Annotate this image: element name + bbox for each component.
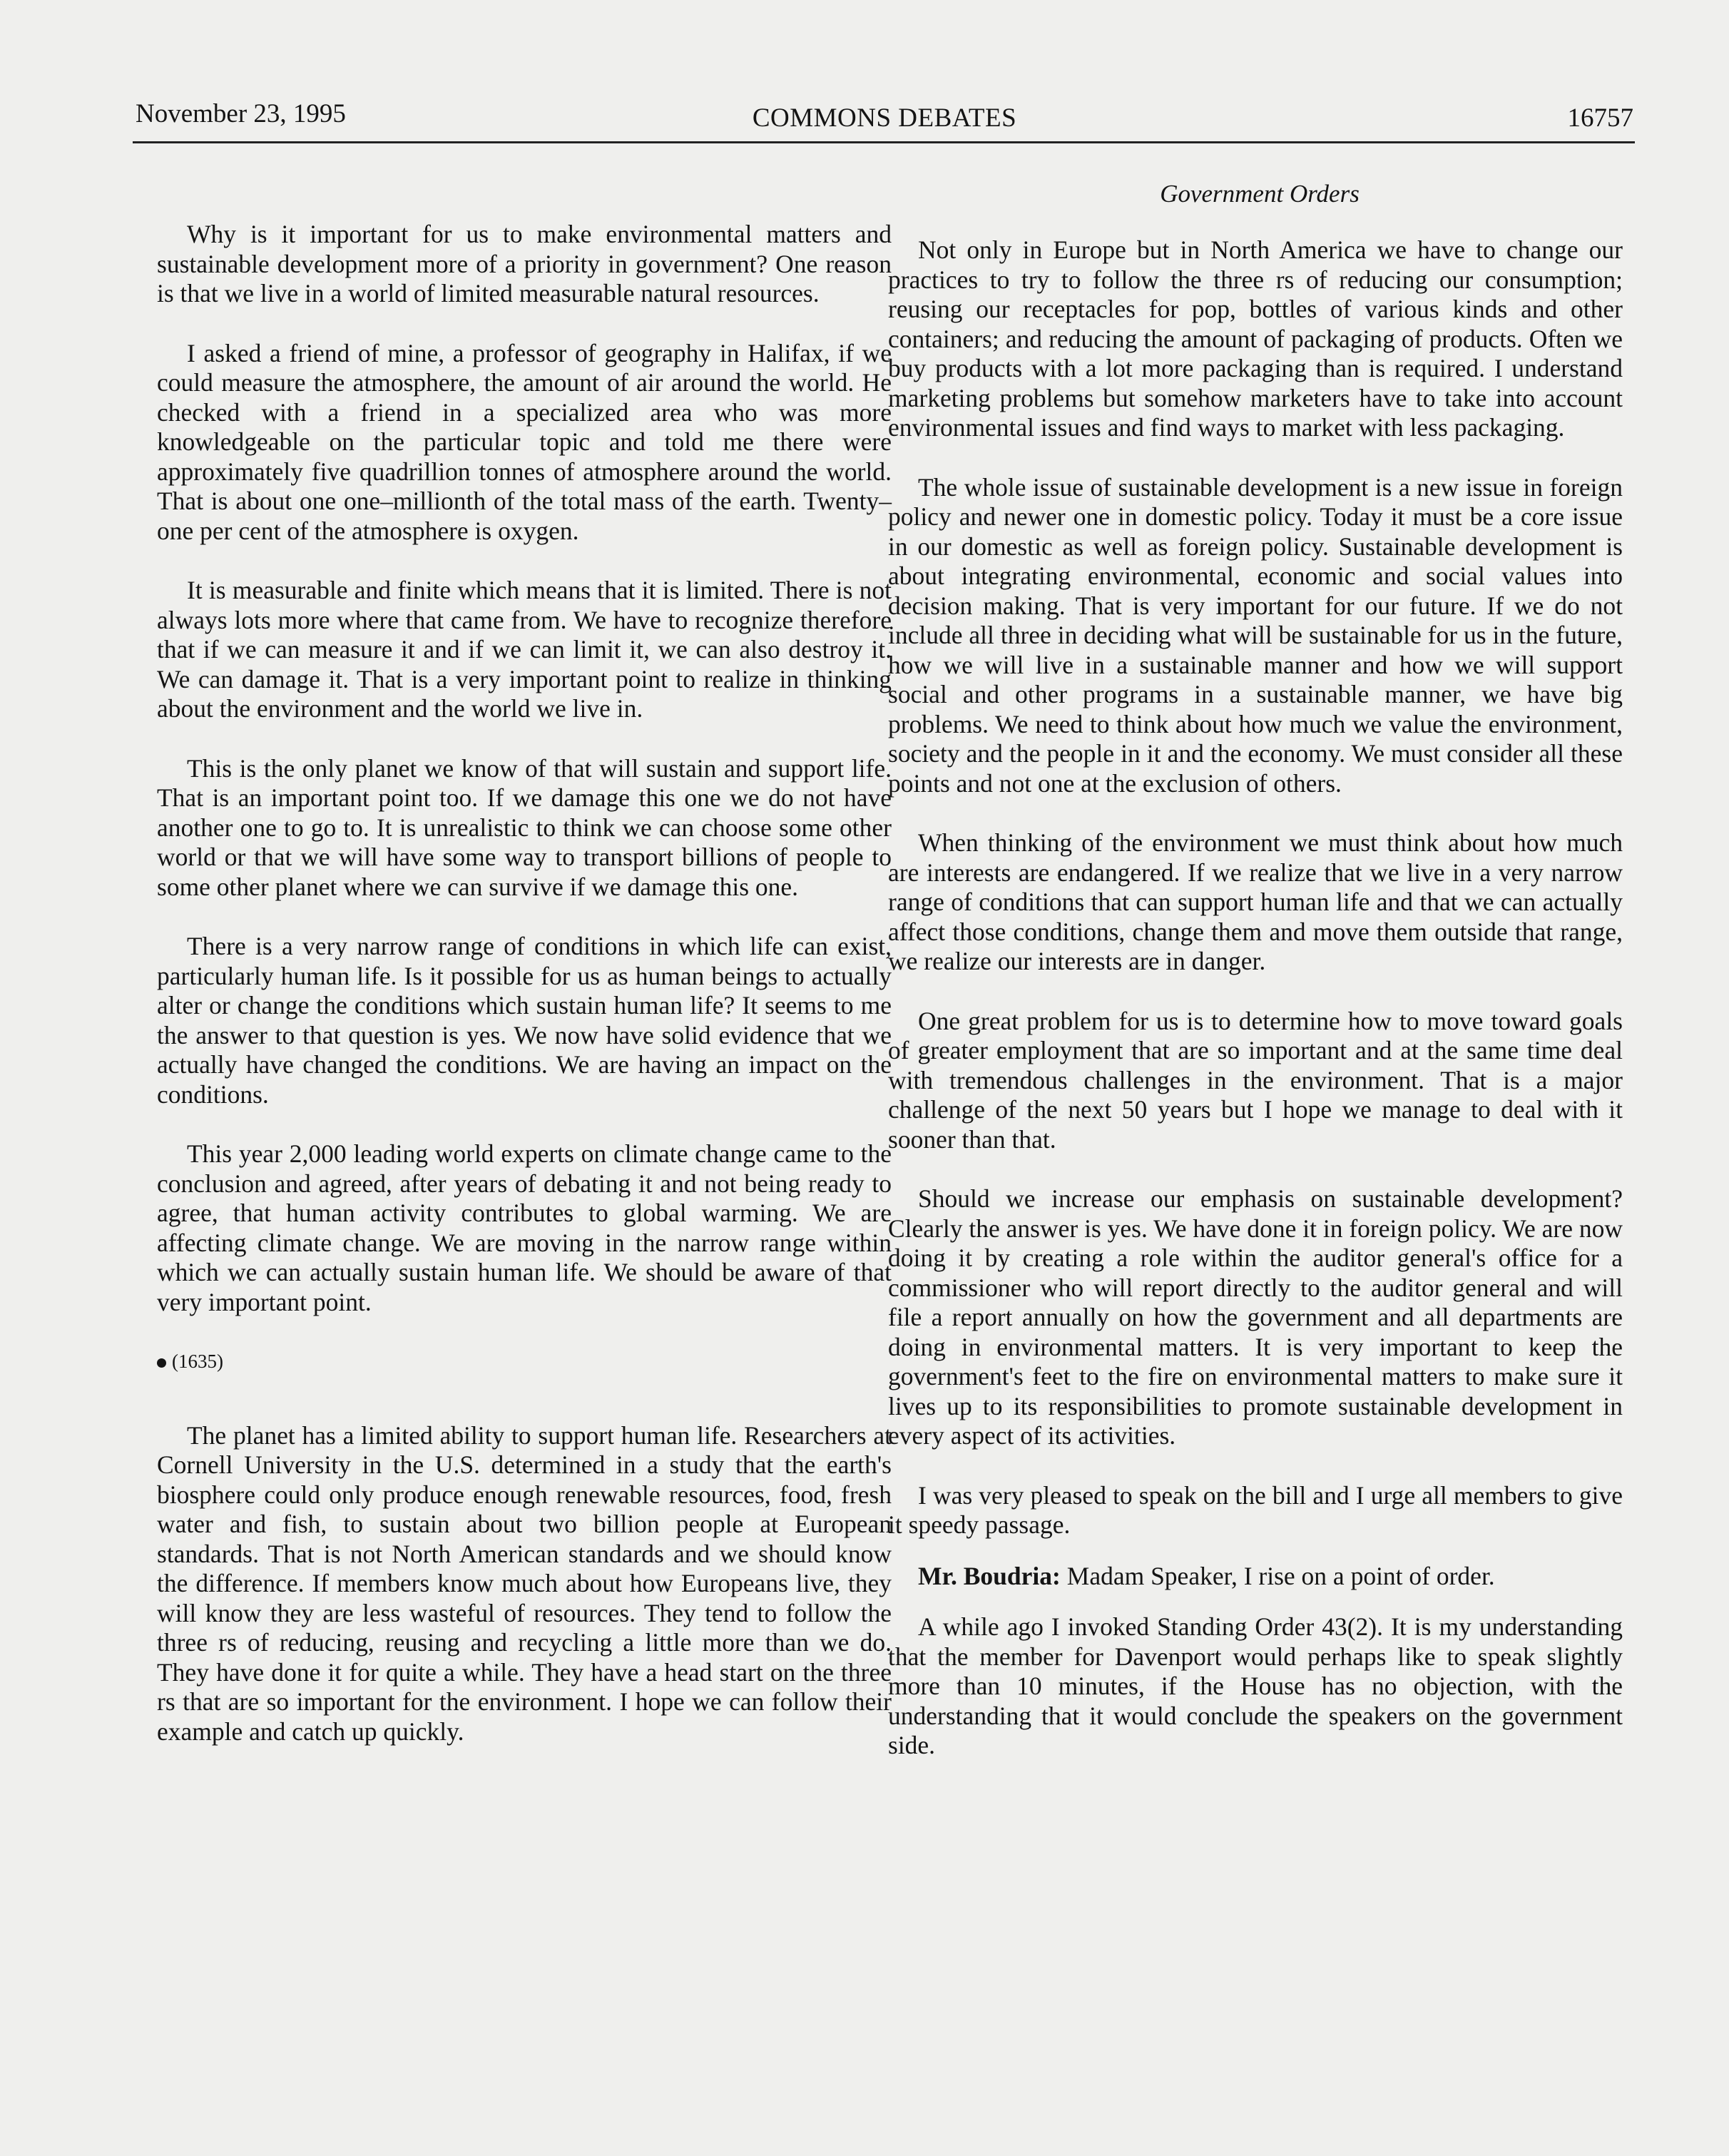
section-label: Government Orders [1160, 180, 1360, 208]
time-marker [157, 1347, 892, 1377]
running-head [136, 98, 1633, 141]
paragraph: I asked a friend of mine, a professor of geography in Halifax, if we could measure the atmosphere, the amount of air around the world. He checked with a friend in a specialized area who was more knowledgeable on the particular topic and told me there were approximately five quadrillion tonnes of atmosphere around the world. That is about one one–millionth of the total mass of the earth. Twenty–one per cent of the atmosphere is oxygen. [157, 338, 892, 545]
paragraph: Should we increase our emphasis on sustainable development? Clearly the answer is yes. We have done it in foreign policy. We are now doing it by creating a role within the auditor general's office for a commissioner who will report directly to the auditor general and will file a report annually on how the government and all departments are doing in environmental matters. It is very important to keep the government's feet to the fire on environmental matters to make sure it lives up to its responsibilities to promote sustainable development in every aspect of its activities. [888, 1184, 1623, 1450]
paragraph: It is measurable and finite which means that it is limited. There is not always lots more where that came from. We have to recognize therefore that if we can measure it and if we can limit it, we can also destroy it. We can damage it. That is a very important point to realize in thinking about the environment and the world we live in. [157, 576, 892, 723]
paragraph: This year 2,000 leading world experts on climate change came to the conclusion and agreed, after years of debating it and not being ready to agree, that human activity contributes to global warming. We are affecting climate change. We are moving in the narrow range within which we can actually sustain human life. We should be aware of that very important point. [157, 1139, 892, 1316]
paragraph: Not only in Europe but in North America we have to change our practices to try to follow the three rs of reducing our consumption; reusing our receptacles for pop, bottles of various kinds and other containers; and reducing the amount of packaging of products. Often we buy products with a lot more packaging than is required. I understand marketing problems but somehow marketers have to take into account environmental issues and find ways to market with less packaging. [888, 235, 1623, 442]
bullet-icon [157, 1358, 166, 1368]
speaker-text: Madam Speaker, I rise on a point of order. [1060, 1561, 1495, 1590]
header-page-number: 16757 [1567, 103, 1633, 133]
speaker-name: Mr. Boudria: [918, 1561, 1061, 1590]
header-title: COMMONS DEBATES [752, 103, 1017, 133]
paragraph: The planet has a limited ability to support human life. Researchers at Cornell University in the U.S. determined in a study that the earth's biosphere could only produce enough renewable resources, food, fresh water and fish, to sustain about two billion people at European standards. That is not North American standards and we should know the difference. If members know much about how Europeans live, they will know they are less wasteful of resources. They tend to follow the three rs of reducing, reusing and recycling a little more than we do. They have done it for quite a while. They have a head start on the three rs that are so important for the environment. I hope we can follow their example and catch up quickly. [157, 1420, 892, 1746]
right-column [888, 235, 1623, 1791]
paragraph: I was very pleased to speak on the bill and I urge all members to give it speedy passage. [888, 1480, 1623, 1539]
left-column [157, 220, 892, 1776]
paragraph: A while ago I invoked Standing Order 43(2). It is my understanding that the member for Davenport would perhaps like to speak slightly more than 10 minutes, if the House has no objection, with the understanding that it would conclude the speakers on the government side. [888, 1612, 1623, 1759]
paragraph: This is the only planet we know of that will sustain and support life. That is an important point too. If we damage this one we do not have another one to go to. It is unrealistic to think we can choose some other world or that we will have some way to transport billions of people to some other planet where we can survive if we damage this one. [157, 753, 892, 901]
header-rule [133, 141, 1635, 143]
paragraph: There is a very narrow range of conditions in which life can exist, particularly human life. Is it possible for us as human beings to actually alter or change the conditions which sustain human life? It seems to me the answer to that question is yes. We now have solid evidence that we actually have changed the conditions. We are having an impact on the conditions. [157, 932, 892, 1109]
time-marker-text: (1635) [172, 1351, 223, 1372]
paragraph: One great problem for us is to determine how to move toward goals of greater employment that are so important and at the same time deal with tremendous challenges in the environment. That is a major challenge of the next 50 years but I hope we manage to deal with it sooner than that. [888, 1006, 1623, 1154]
paragraph: When thinking of the environment we must think about how much are interests are endangered. If we realize that we live in a very narrow range of conditions that can support human life and that we can actually affect those conditions, change them and move them outside that range, we realize our interests are in danger. [888, 828, 1623, 975]
speaker-paragraph [888, 1562, 1623, 1592]
paragraph: Why is it important for us to make environmental matters and sustainable development more of a priority in government? One reason is that we live in a world of limited measurable natural resources. [157, 220, 892, 307]
paragraph: The whole issue of sustainable development is a new issue in foreign policy and newer one in domestic policy. Today it must be a core issue in our domestic as well as foreign policy. Sustainable development is about integrating environmental, economic and social values into decision making. That is very important for our future. If we do not include all three in deciding what will be sustainable for us in the future, how we will live in a sustainable manner and how we will support social and other programs in a sustainable manner, we have big problems. We need to think about how much we value the environment, society and the people in it and the economy. We must consider all these points and not one at the exclusion of others. [888, 472, 1623, 798]
header-date: November 23, 1995 [136, 99, 346, 128]
